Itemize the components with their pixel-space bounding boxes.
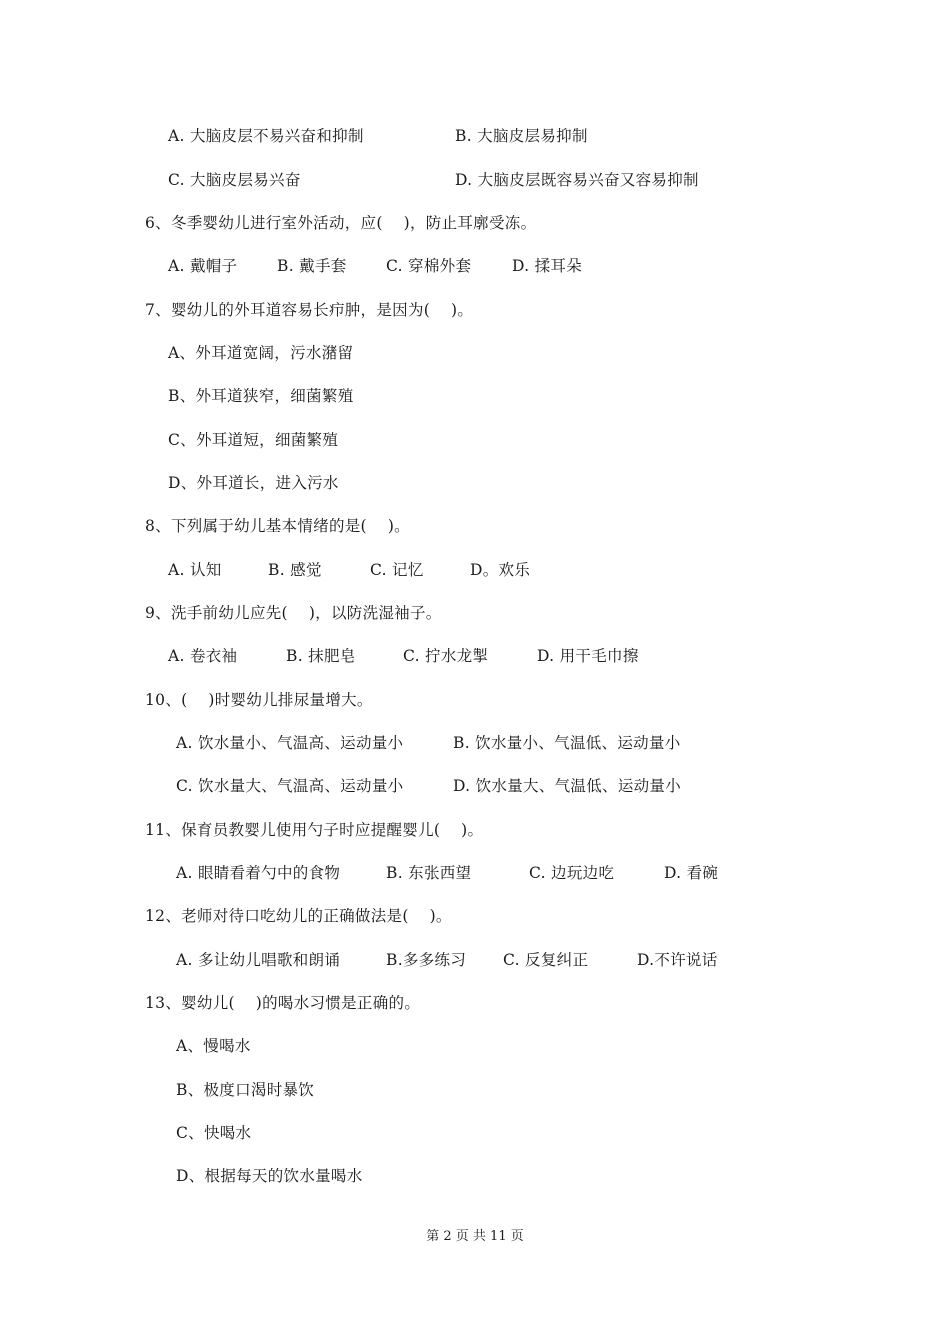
q6-stem: 6、冬季婴幼儿进行室外活动，应( )，防止耳廓受冻。 [145, 214, 537, 232]
q13-option-b: B、极度口渴时暴饮 [176, 1081, 315, 1099]
q7-stem: 7、婴幼儿的外耳道容易长疖肿，是因为( )。 [145, 301, 474, 319]
q11-option-b: B. 东张西望 [386, 864, 472, 882]
q9-option-b: B. 抹肥皂 [286, 647, 356, 665]
q5-option-b: B. 大脑皮层易抑制 [455, 127, 588, 145]
q6-option-c: C. 穿棉外套 [386, 257, 472, 275]
q13-option-a: A、慢喝水 [176, 1037, 251, 1055]
q6-option-d: D. 揉耳朵 [512, 257, 583, 275]
q13-option-d: D、根据每天的饮水量喝水 [176, 1167, 363, 1185]
page-footer: 第 2 页 共 11 页 [426, 1229, 524, 1244]
q10-option-c: C. 饮水量大、气温高、运动量小 [176, 777, 404, 795]
q12-option-a: A. 多让幼儿唱歌和朗诵 [176, 951, 341, 969]
q8-option-c: C. 记忆 [370, 561, 424, 579]
q7-option-d: D、外耳道长，进入污水 [168, 474, 339, 492]
q6-option-b: B. 戴手套 [277, 257, 347, 275]
q7-option-a: A、外耳道宽阔，污水潴留 [168, 344, 354, 362]
q13-stem: 13、婴幼儿( )的喝水习惯是正确的。 [145, 994, 421, 1012]
q9-option-a: A. 卷衣袖 [168, 647, 238, 665]
q8-option-b: B. 感觉 [268, 561, 322, 579]
q8-option-a: A. 认知 [168, 561, 222, 579]
q9-option-c: C. 拧水龙掣 [403, 647, 489, 665]
q9-stem: 9、洗手前幼儿应先( )，以防洗湿袖子。 [145, 604, 442, 622]
q5-option-d: D. 大脑皮层既容易兴奋又容易抑制 [455, 171, 699, 189]
q10-option-b: B. 饮水量小、气温低、运动量小 [453, 734, 681, 752]
q8-option-d: D。欢乐 [470, 561, 531, 579]
q5-option-c: C. 大脑皮层易兴奋 [168, 171, 301, 189]
q10-option-d: D. 饮水量大、气温低、运动量小 [453, 777, 682, 795]
q12-option-b: B.多多练习 [386, 951, 467, 969]
q12-option-c: C. 反复纠正 [503, 951, 589, 969]
q12-stem: 12、老师对待口吃幼儿的正确做法是( )。 [145, 907, 452, 925]
q7-option-b: B、外耳道狭窄，细菌繁殖 [168, 387, 354, 405]
q11-option-c: C. 边玩边吃 [529, 864, 615, 882]
q11-stem: 11、保育员教婴儿使用勺子时应提醒婴儿( )。 [145, 821, 484, 839]
q10-option-a: A. 饮水量小、气温高、运动量小 [176, 734, 404, 752]
q9-option-d: D. 用干毛巾擦 [537, 647, 639, 665]
q8-stem: 8、下列属于幼儿基本情绪的是( )。 [145, 517, 410, 535]
q11-option-a: A. 眼睛看着勺中的食物 [176, 864, 341, 882]
q12-option-d: D.不许说话 [637, 951, 718, 969]
q10-stem: 10、( )时婴幼儿排尿量增大。 [145, 691, 373, 709]
q11-option-d: D. 看碗 [664, 864, 719, 882]
q7-option-c: C、外耳道短，细菌繁殖 [168, 431, 339, 449]
q5-option-a: A. 大脑皮层不易兴奋和抑制 [168, 127, 364, 145]
q6-option-a: A. 戴帽子 [168, 257, 238, 275]
q13-option-c: C、快喝水 [176, 1124, 252, 1142]
